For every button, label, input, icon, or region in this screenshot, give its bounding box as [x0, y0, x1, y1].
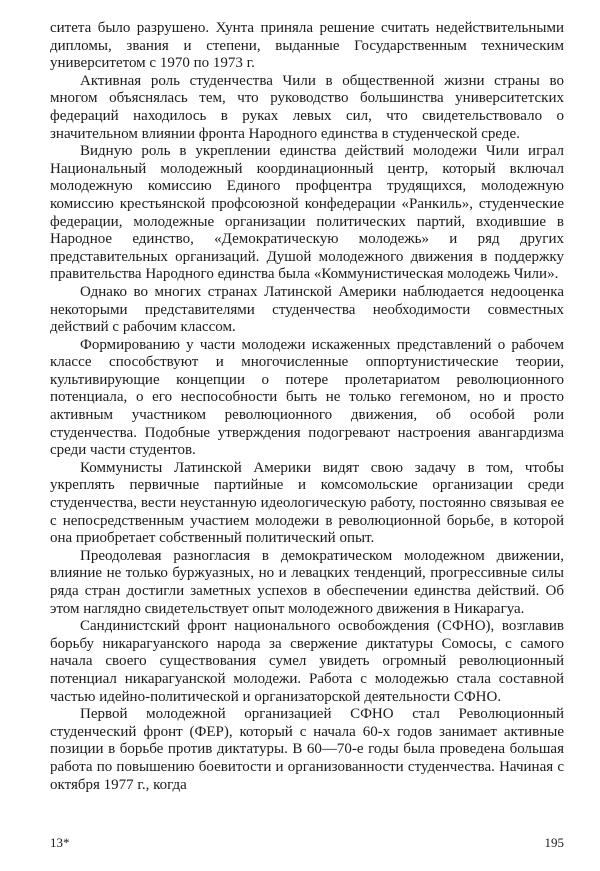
- paragraph-3: Видную роль в укреплении единства действий молодежи Чили играл Национальный молодежный координационный центр, который включал молодежную комиссию Единого профцентра трудящихся, молодежную комиссию крестьянской профсоюзной конфедерации «Ранкиль», студенческие федерации, молодежные организации политических партий, входившие в Народное единство, «Демократическую молодежь» и ряд других представительных организаций. Душой молодежного движения в поддержку правительства Народного единства была «Коммунистическая молодежь Чили».: [50, 143, 564, 283]
- body-text: [50, 20, 564, 794]
- paragraph-1: ситета было разрушено. Хунта приняла решение считать недействительными дипломы, звания и степени, выданные Государственным техническим университетом с 1970 по 1973 г.: [50, 20, 564, 72]
- paragraph-7: Преодолевая разногласия в демократическом молодежном движении, влияние не только буржуазных, но и левацких тенденций, прогрессивные силы ряда стран достигли заметных успехов в обеспечении единства действий. Об этом наглядно свидетельствует опыт молодежного движения в Никарагуа.: [50, 547, 564, 617]
- paragraph-5: Формированию у части молодежи искаженных представлений о рабочем классе способствуют и многочисленные оппортунистические теории, культивирующие концепции о потере пролетариатом революционного потенциала, о его неспособности быть не только гегемоном, но и просто активным участником революционного движения, об особой роли студенчества. Подобные утверждения подогревают настроения авангардизма среди части студентов.: [50, 336, 564, 459]
- page-footer: [50, 834, 564, 852]
- paragraph-4: Однако во многих странах Латинской Америки наблюдается недооценка некоторыми представителями студенчества необходимости совместных действий с рабочим классом.: [50, 283, 564, 336]
- paragraph-9: Первой молодежной организацией СФНО стал Революционный студенческий фронт (ФЕР), который с начала 60-х годов занимает активные позиции в борьбе против диктатуры. В 60—70-е годы была проведена большая работа по повышению боевитости и организованности студенчества. Начиная с октября 1977 г., когда: [50, 706, 564, 793]
- paragraph-2: Активная роль студенчества Чили в общественной жизни страны во многом объяснялась тем, что руководство большинства университетских федераций находилось в руках левых сил, что свидетельствовало о значительном влиянии фронта Народного единства в студенческой среде.: [50, 72, 564, 142]
- paragraph-8: Сандинистский фронт национального освобождения (СФНО), возглавив борьбу никарагуанского народа за свержение диктатуры Сомосы, с самого начала своего существования сумел увидеть огромный революционный потенциал никарагуанской молодежи. Работа с молодежью стала составной частью идейно-политической и организаторской деятельности СФНО.: [50, 618, 564, 705]
- paragraph-6: Коммунисты Латинской Америки видят свою задачу в том, чтобы укреплять первичные партийные и комсомольские организации среди студенчества, вести неустанную идеологическую работу, постоянно связывая ее с непосредственным участием молодежи в революционной борьбе, в которой она приобретает собственный политический опыт.: [50, 459, 564, 547]
- signature-mark: 13*: [50, 835, 70, 850]
- page-number: 195: [544, 835, 564, 850]
